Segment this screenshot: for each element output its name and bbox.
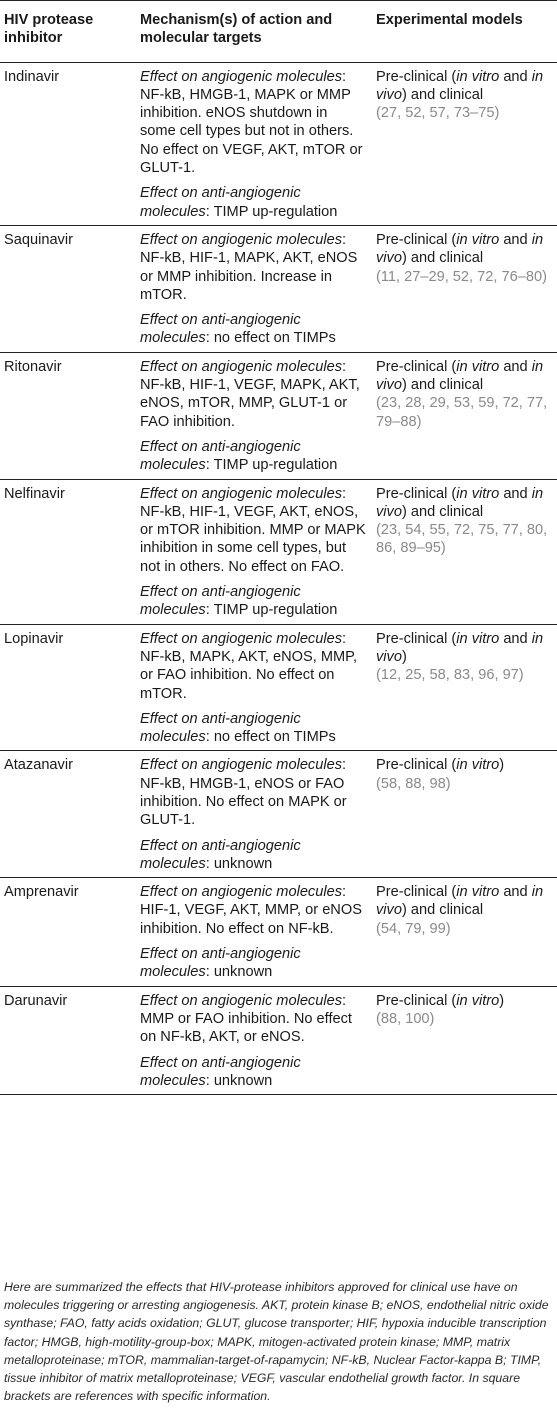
anti-angiogenic-text: unknown <box>213 964 273 981</box>
angiogenic-effect: Effect on angiogenic molecules: HIF-1, VEGF, AKT, MMP, or eNOS inhibition. No effect on NF-kB. <box>140 884 362 937</box>
table-header-row <box>0 1 557 63</box>
anti-angiogenic-effect: Effect on anti-angiogenic molecules: TIMP up-regulation <box>140 438 338 474</box>
model-in-vitro: in vitro <box>456 630 500 647</box>
inhibitor-name: Lopinavir <box>0 624 136 751</box>
table-row <box>0 62 557 225</box>
model-text-pre: Pre-clinical ( <box>376 485 457 502</box>
angiogenic-text: NF-kB, HIF-1, VEGF, MAPK, AKT, eNOS, mTOR, MMP, GLUT-1 or FAO inhibition. <box>140 377 360 430</box>
model-text-mid: and <box>499 485 532 502</box>
mechanism-cell <box>136 624 372 751</box>
model-in-vivo: in vivo <box>376 231 544 267</box>
model-in-vivo: in vivo <box>376 358 544 394</box>
mechanism-cell <box>136 479 372 624</box>
table-row <box>0 225 557 352</box>
reference-list: (12, 25, 58, 83, 96, 97) <box>376 667 524 684</box>
anti-angiogenic-label: Effect on anti-angiogenic molecules <box>140 946 301 981</box>
models-cell <box>372 62 557 225</box>
mechanism-cell <box>136 878 372 986</box>
anti-angiogenic-text: no effect on TIMPs <box>213 729 336 746</box>
reference-list: (54, 79, 99) <box>376 920 451 937</box>
header-inhibitor: HIV protease inhibitor <box>0 1 136 63</box>
model-text-post: ) and clinical <box>401 377 484 394</box>
model-text-post: ) and clinical <box>401 86 484 103</box>
inhibitor-name: Nelfinavir <box>0 479 136 624</box>
models-cell <box>372 878 557 986</box>
angiogenic-effect: Effect on angiogenic molecules: NF-kB, HIF-1, VEGF, AKT, eNOS, or mTOR inhibition. MMP or MAPK inhibition in some cell types, but not in others. No effect on FAO. <box>140 485 366 575</box>
table-row <box>0 986 557 1094</box>
mechanism-cell <box>136 986 372 1094</box>
anti-angiogenic-label: Effect on anti-angiogenic molecules <box>140 837 301 872</box>
model-in-vivo: in vivo <box>376 630 544 665</box>
anti-angiogenic-effect: Effect on anti-angiogenic molecules: unknown <box>140 946 301 981</box>
angiogenic-effect: Effect on angiogenic molecules: NF-kB, HMGB-1, eNOS or FAO inhibition. No effect on MAPK or GLUT-1. <box>140 757 347 829</box>
model-in-vitro: in vitro <box>456 358 500 375</box>
table-row <box>0 352 557 479</box>
inhibitor-name: Amprenavir <box>0 878 136 986</box>
model-text-mid: and <box>499 68 532 85</box>
reference-list: (11, 27–29, 52, 72, 76–80) <box>376 268 547 285</box>
model-text-post: ) <box>499 757 505 774</box>
anti-angiogenic-text: TIMP up-regulation <box>213 602 338 619</box>
anti-angiogenic-text: TIMP up-regulation <box>213 203 338 220</box>
anti-angiogenic-label: Effect on anti-angiogenic molecules <box>140 312 301 347</box>
table-footnote: Here are summarized the effects that HIV-protease inhibitors approved for clinical use have on molecules triggering or arresting angiogenesis. AKT, protein kinase B; eNOS, endothelial nitric oxide synthase; FAO, fatty acids oxidation; GLUT, glucose transporter; HIF, hypoxia inducible transcription factor; HMGB, high-motility-group-box; MAPK, mitogen-activated protein kinase; MMP, matrix metalloproteinase; mTOR, mammalian-target-of-rapamycin; NF-kB, Nuclear Factor-kappa B; TIMP, tissue inhibitor of matrix metalloproteinase; VEGF, vascular endothelial growth factor. In square brackets are references with specific information. <box>4 1280 549 1404</box>
model-in-vitro: in vitro <box>456 884 500 901</box>
model-text-pre: Pre-clinical ( <box>376 884 457 901</box>
anti-angiogenic-text: unknown <box>213 855 273 872</box>
model-text-pre: Pre-clinical ( <box>376 757 457 774</box>
model-in-vivo: in vivo <box>376 68 544 103</box>
angiogenic-label: Effect on angiogenic molecules <box>140 992 343 1009</box>
model-text-pre: Pre-clinical ( <box>376 992 457 1009</box>
models-cell <box>372 624 557 751</box>
mechanism-cell <box>136 352 372 479</box>
angiogenic-text: NF-kB, HMGB-1, MAPK or MMP inhibition. eNOS shutdown in some cell types but not in others. No effect on VEGF, AKT, mTOR or GLUT-1. <box>140 86 363 177</box>
angiogenic-text: HIF-1, VEGF, AKT, MMP, or eNOS inhibition. No effect on NF-kB. <box>140 902 362 937</box>
model-text-post: ) and clinical <box>401 902 484 919</box>
model-in-vitro: in vitro <box>456 992 500 1009</box>
mechanism-cell <box>136 225 372 352</box>
angiogenic-label: Effect on angiogenic molecules <box>140 485 343 502</box>
reference-list: (58, 88, 98) <box>376 775 451 792</box>
models-cell <box>372 986 557 1094</box>
model-text-post: ) <box>401 648 407 665</box>
anti-angiogenic-label: Effect on anti-angiogenic molecules <box>140 1054 301 1089</box>
mechanism-cell <box>136 751 372 878</box>
anti-angiogenic-label: Effect on anti-angiogenic molecules <box>140 185 301 220</box>
header-mechanism: Mechanism(s) of action and molecular targets <box>136 1 372 63</box>
table-body <box>0 62 557 1095</box>
reference-list: (88, 100) <box>376 1010 435 1027</box>
inhibitor-name: Darunavir <box>0 986 136 1094</box>
model-in-vitro: in vitro <box>456 231 500 248</box>
angiogenic-text: NF-kB, HIF-1, VEGF, AKT, eNOS, or mTOR inhibition. MMP or MAPK inhibition in some cell types, but not in others. No effect on FAO. <box>140 503 366 575</box>
table-row <box>0 624 557 751</box>
model-text-mid: and <box>499 231 532 248</box>
models-cell <box>372 751 557 878</box>
anti-angiogenic-effect: Effect on anti-angiogenic molecules: unknown <box>140 837 301 872</box>
model-text-post: ) <box>499 992 505 1009</box>
anti-angiogenic-effect: Effect on anti-angiogenic molecules: no effect on TIMPs <box>140 710 336 746</box>
model-in-vitro: in vitro <box>456 68 500 85</box>
inhibitor-name: Indinavir <box>0 62 136 225</box>
table-row <box>0 751 557 878</box>
angiogenic-effect: Effect on angiogenic molecules: NF-kB, HIF-1, VEGF, MAPK, AKT, eNOS, mTOR, MMP, GLUT-1 or FAO inhibition. <box>140 358 360 430</box>
model-text-mid: and <box>499 630 532 647</box>
models-cell <box>372 479 557 624</box>
model-text-pre: Pre-clinical ( <box>376 358 457 375</box>
anti-angiogenic-effect: Effect on anti-angiogenic molecules: TIMP up-regulation <box>140 185 338 220</box>
model-in-vivo: in vivo <box>376 884 544 919</box>
angiogenic-label: Effect on angiogenic molecules <box>140 884 343 901</box>
model-in-vitro: in vitro <box>456 485 500 502</box>
angiogenic-effect: Effect on angiogenic molecules: NF-kB, MAPK, AKT, eNOS, MMP, or FAO inhibition. No effect on mTOR. <box>140 630 358 702</box>
anti-angiogenic-text: TIMP up-regulation <box>213 457 338 474</box>
angiogenic-label: Effect on angiogenic molecules <box>140 630 343 647</box>
angiogenic-effect: Effect on angiogenic molecules: NF-kB, HIF-1, MAPK, AKT, eNOS or MMP inhibition. Increase in mTOR. <box>140 231 358 303</box>
angiogenic-label: Effect on angiogenic molecules <box>140 358 343 375</box>
angiogenic-label: Effect on angiogenic molecules <box>140 68 343 85</box>
model-text-post: ) and clinical <box>401 250 484 267</box>
angiogenic-label: Effect on angiogenic molecules <box>140 757 343 774</box>
anti-angiogenic-text: no effect on TIMPs <box>213 330 336 347</box>
inhibitor-name: Saquinavir <box>0 225 136 352</box>
angiogenic-text: NF-kB, HMGB-1, eNOS or FAO inhibition. No effect on MAPK or GLUT-1. <box>140 775 347 829</box>
angiogenic-text: MMP or FAO inhibition. No effect on NF-kB, AKT, or eNOS. <box>140 1010 352 1046</box>
inhibitor-name: Atazanavir <box>0 751 136 878</box>
reference-list: (27, 52, 57, 73–75) <box>376 105 500 122</box>
table-row <box>0 878 557 986</box>
model-text-mid: and <box>499 358 532 375</box>
reference-list: (23, 54, 55, 72, 75, 77, 80, 86, 89–95) <box>376 522 548 557</box>
anti-angiogenic-effect: Effect on anti-angiogenic molecules: unknown <box>140 1054 301 1089</box>
model-in-vitro: in vitro <box>456 757 500 774</box>
anti-angiogenic-label: Effect on anti-angiogenic molecules <box>140 710 301 746</box>
anti-angiogenic-label: Effect on anti-angiogenic molecules <box>140 584 301 619</box>
angiogenic-effect: Effect on angiogenic molecules: NF-kB, HMGB-1, MAPK or MMP inhibition. eNOS shutdown in some cell types but not in others. No effect on VEGF, AKT, mTOR or GLUT-1. <box>140 68 363 177</box>
reference-list: (23, 28, 29, 53, 59, 72, 77, 79–88) <box>376 395 548 430</box>
model-in-vivo: in vivo <box>376 485 544 520</box>
model-text-pre: Pre-clinical ( <box>376 231 457 248</box>
angiogenic-label: Effect on angiogenic molecules <box>140 231 343 248</box>
anti-angiogenic-effect: Effect on anti-angiogenic molecules: TIMP up-regulation <box>140 584 338 619</box>
angiogenic-effect: Effect on angiogenic molecules: MMP or FAO inhibition. No effect on NF-kB, AKT, or eNOS. <box>140 992 352 1046</box>
table-row <box>0 479 557 624</box>
anti-angiogenic-label: Effect on anti-angiogenic molecules <box>140 438 301 474</box>
angiogenic-text: NF-kB, MAPK, AKT, eNOS, MMP, or FAO inhibition. No effect on mTOR. <box>140 648 358 702</box>
model-text-mid: and <box>499 884 532 901</box>
model-text-pre: Pre-clinical ( <box>376 630 457 647</box>
mechanism-cell <box>136 62 372 225</box>
inhibitor-name: Ritonavir <box>0 352 136 479</box>
models-cell <box>372 352 557 479</box>
anti-angiogenic-text: unknown <box>213 1072 273 1089</box>
anti-angiogenic-effect: Effect on anti-angiogenic molecules: no effect on TIMPs <box>140 312 336 347</box>
model-text-pre: Pre-clinical ( <box>376 68 457 85</box>
header-models: Experimental models <box>372 1 557 63</box>
angiogenic-text: NF-kB, HIF-1, MAPK, AKT, eNOS or MMP inhibition. Increase in mTOR. <box>140 250 358 303</box>
models-cell <box>372 225 557 352</box>
model-text-post: ) and clinical <box>401 503 484 520</box>
